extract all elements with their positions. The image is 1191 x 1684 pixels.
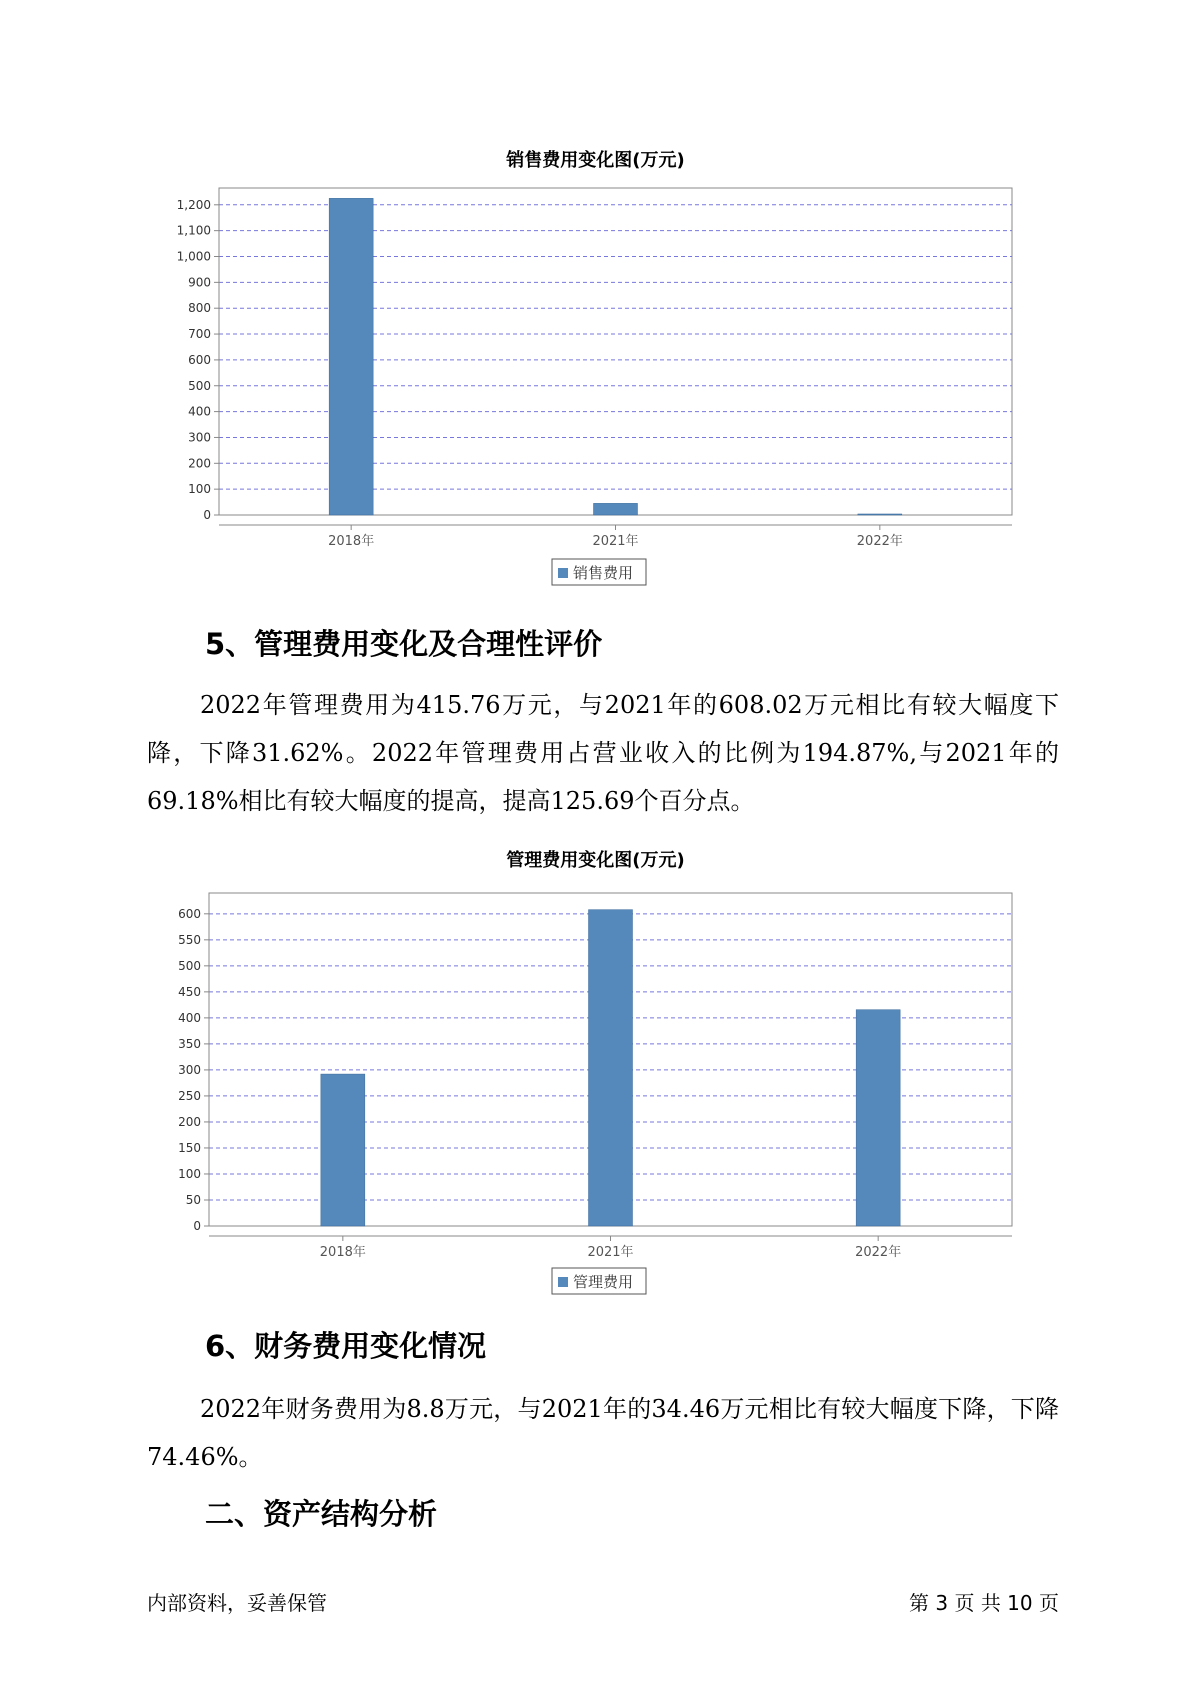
y-tick-label: 500 bbox=[178, 958, 201, 973]
y-tick-label: 100 bbox=[188, 482, 211, 497]
section-two-heading: 二、资产结构分析 bbox=[205, 1497, 438, 1531]
y-tick-label: 600 bbox=[178, 906, 201, 921]
y-tick-label: 900 bbox=[188, 275, 211, 290]
y-tick-label: 150 bbox=[178, 1140, 201, 1155]
y-tick-label: 200 bbox=[188, 456, 211, 471]
section6-heading: 6、财务费用变化情况 bbox=[205, 1329, 487, 1363]
y-tick-label: 400 bbox=[188, 404, 211, 419]
chart1-title: 销售费用变化图(万元) bbox=[506, 150, 685, 171]
legend-swatch bbox=[558, 1277, 568, 1287]
y-tick-label: 50 bbox=[185, 1192, 201, 1207]
bar-2021年 bbox=[589, 910, 633, 1226]
y-tick-label: 350 bbox=[178, 1036, 201, 1051]
chart2-title: 管理费用变化图(万元) bbox=[506, 850, 685, 871]
y-tick-label: 300 bbox=[178, 1062, 201, 1077]
y-tick-label: 100 bbox=[178, 1166, 201, 1181]
x-tick-label: 2022年 bbox=[856, 534, 903, 549]
y-tick-label: 500 bbox=[188, 378, 211, 393]
section6-paragraph bbox=[147, 1385, 1059, 1481]
y-tick-label: 600 bbox=[188, 352, 211, 367]
y-tick-label: 1,100 bbox=[176, 223, 211, 238]
y-tick-label: 400 bbox=[178, 1010, 201, 1025]
y-tick-label: 0 bbox=[193, 1219, 201, 1233]
legend-label: 管理费用 bbox=[573, 1273, 634, 1291]
y-tick-label: 200 bbox=[178, 1114, 201, 1129]
y-tick-label: 800 bbox=[188, 301, 211, 316]
section6-paragraph-text: 2022年财务费用为8.8万元，与2021年的34.46万元相比有较大幅度下降，下降74.46%。 bbox=[147, 1395, 1059, 1471]
y-tick-label: 1,000 bbox=[176, 249, 211, 264]
x-tick-label: 2018年 bbox=[328, 534, 375, 549]
y-tick-label: 250 bbox=[178, 1088, 201, 1103]
section5-heading: 5、管理费用变化及合理性评价 bbox=[205, 627, 603, 661]
y-tick-label: 0 bbox=[203, 508, 211, 522]
y-tick-label: 550 bbox=[178, 932, 201, 947]
x-tick-label: 2021年 bbox=[587, 1245, 634, 1260]
footer-confidential: 内部资料，妥善保管 bbox=[147, 1591, 327, 1615]
bar-2022年 bbox=[856, 1010, 900, 1226]
x-tick-label: 2022年 bbox=[855, 1245, 902, 1260]
y-tick-label: 450 bbox=[178, 984, 201, 999]
legend-label: 销售费用 bbox=[573, 564, 634, 582]
section5-paragraph-text: 2022年管理费用为415.76万元，与2021年的608.02万元相比有较大幅度下降，下降31.62%。2022年管理费用占营业收入的比例为194.87%,与2021年的69.18%相比有较大幅度的提高，提高125.69个百分点。 bbox=[147, 691, 1059, 815]
y-tick-label: 700 bbox=[188, 327, 211, 342]
footer-page-number: 第 3 页 共 10 页 bbox=[909, 1591, 1059, 1615]
y-tick-label: 1,200 bbox=[176, 197, 211, 212]
x-tick-label: 2021年 bbox=[592, 534, 639, 549]
x-tick-label: 2018年 bbox=[319, 1245, 366, 1260]
bar-2018年 bbox=[321, 1074, 365, 1226]
y-tick-label: 300 bbox=[188, 430, 211, 445]
